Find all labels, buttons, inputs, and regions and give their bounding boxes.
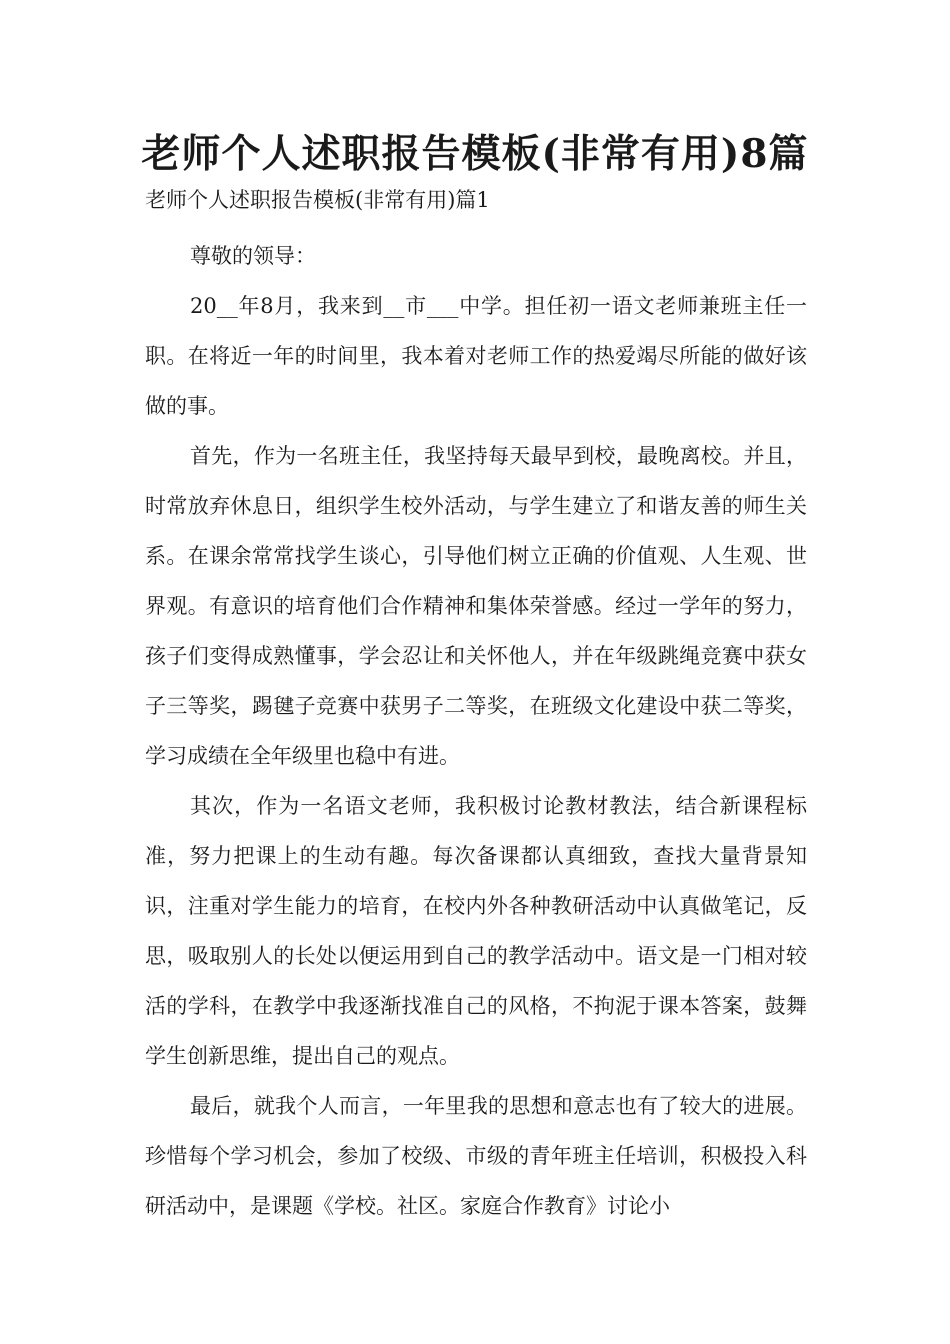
section-subtitle: 老师个人述职报告模板(非常有用)篇1: [145, 188, 490, 212]
paragraph-head-teacher: 首先，作为一名班主任，我坚持每天最早到校，最晚离校。并且，时常放弃休息日，组织学生校外活动，与学生建立了和谐友善的师生关系。在课余常常找学生谈心，引导他们树立正确的价值观、人生观、世界观。有意识的培育他们合作精神和集体荣誉感。经过一学年的努力，孩子们变得成熟懂事，学会忍让和关怀他人，并在年级跳绳竞赛中获女子三等奖，踢毽子竞赛中获男子二等奖，在班级文化建设中获二等奖，学习成绩在全年级里也稳中有进。: [145, 444, 807, 768]
paragraph-chinese-teacher: 其次，作为一名语文老师，我积极讨论教材教法，结合新课程标准，努力把课上的生动有趣。每次备课都认真细致，查找大量背景知识，注重对学生能力的培育，在校内外各种教研活动中认真做笔记，反思，吸取别人的长处以便运用到自己的教学活动中。语文是一门相对较活的学科，在教学中我逐渐找准自己的风格，不拘泥于课本答案，鼓舞学生创新思维，提出自己的观点。: [145, 794, 807, 1068]
paragraph-personal-growth: 最后，就我个人而言，一年里我的思想和意志也有了较大的进展。珍惜每个学习机会，参加了校级、市级的青年班主任培训，积极投入科研活动中，是课题《学校。社区。家庭合作教育》讨论小: [145, 1094, 807, 1218]
document-title: 老师个人述职报告模板(非常有用)8篇: [141, 131, 809, 177]
paragraph-intro: 20__年8月，我来到__市___中学。担任初一语文老师兼班主任一职。在将近一年的时间里，我本着对老师工作的热爱竭尽所能的做好该做的事。: [145, 294, 807, 418]
document-body: [145, 231, 807, 1231]
salutation: 尊敬的领导：: [190, 244, 316, 268]
